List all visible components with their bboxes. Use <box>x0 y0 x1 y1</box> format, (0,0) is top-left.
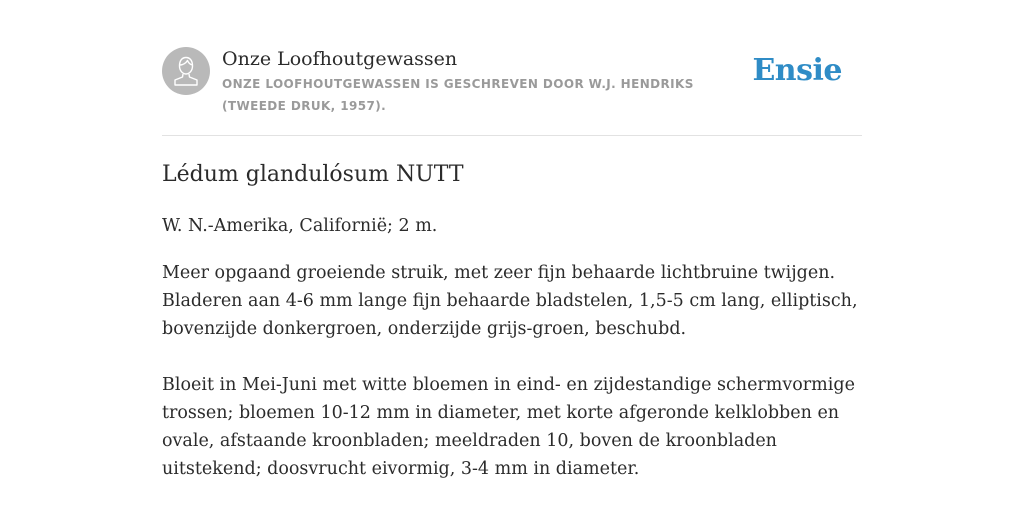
entry-paragraph-description: Meer opgaand groeiende struik, met zeer fijn behaarde lichtbruine twijgen. Bladeren aan 4-6 mm lange fijn behaarde bladstelen, 1,5-5 cm lang, elliptisch, bovenzijde donkergroen, onderzijde grijs-groen, beschubd. <box>162 263 858 339</box>
book-title[interactable]: Onze Loofhoutgewassen <box>222 48 458 70</box>
header-divider <box>162 135 862 136</box>
book-header <box>162 46 862 116</box>
avatar[interactable] <box>162 47 210 95</box>
entry-content <box>162 212 862 502</box>
entry-title: Lédum glandulósum NUTT <box>162 162 464 187</box>
book-subtitle: ONZE LOOFHOUTGEWASSEN IS GESCHREVEN DOOR W.J. HENDRIKS (TWEEDE DRUK, 1957). <box>222 77 694 113</box>
entry-paragraph-flowering: Bloeit in Mei-Juni met witte bloemen in eind- en zijdestandige schermvormige trossen; bloemen 10-12 mm in diameter, met korte afgeronde kelklobben en ovale, afstaande kroonbladen; meeldraden 10, boven de kroonbladen uitstekend; doosvrucht eivormig, 3-4 mm in diameter. <box>162 375 855 479</box>
ensie-logo[interactable]: Ensie <box>752 53 842 88</box>
entry-paragraph-origin: W. N.-Amerika, Californië; 2 m. <box>162 216 438 236</box>
user-silhouette-icon <box>162 47 210 95</box>
